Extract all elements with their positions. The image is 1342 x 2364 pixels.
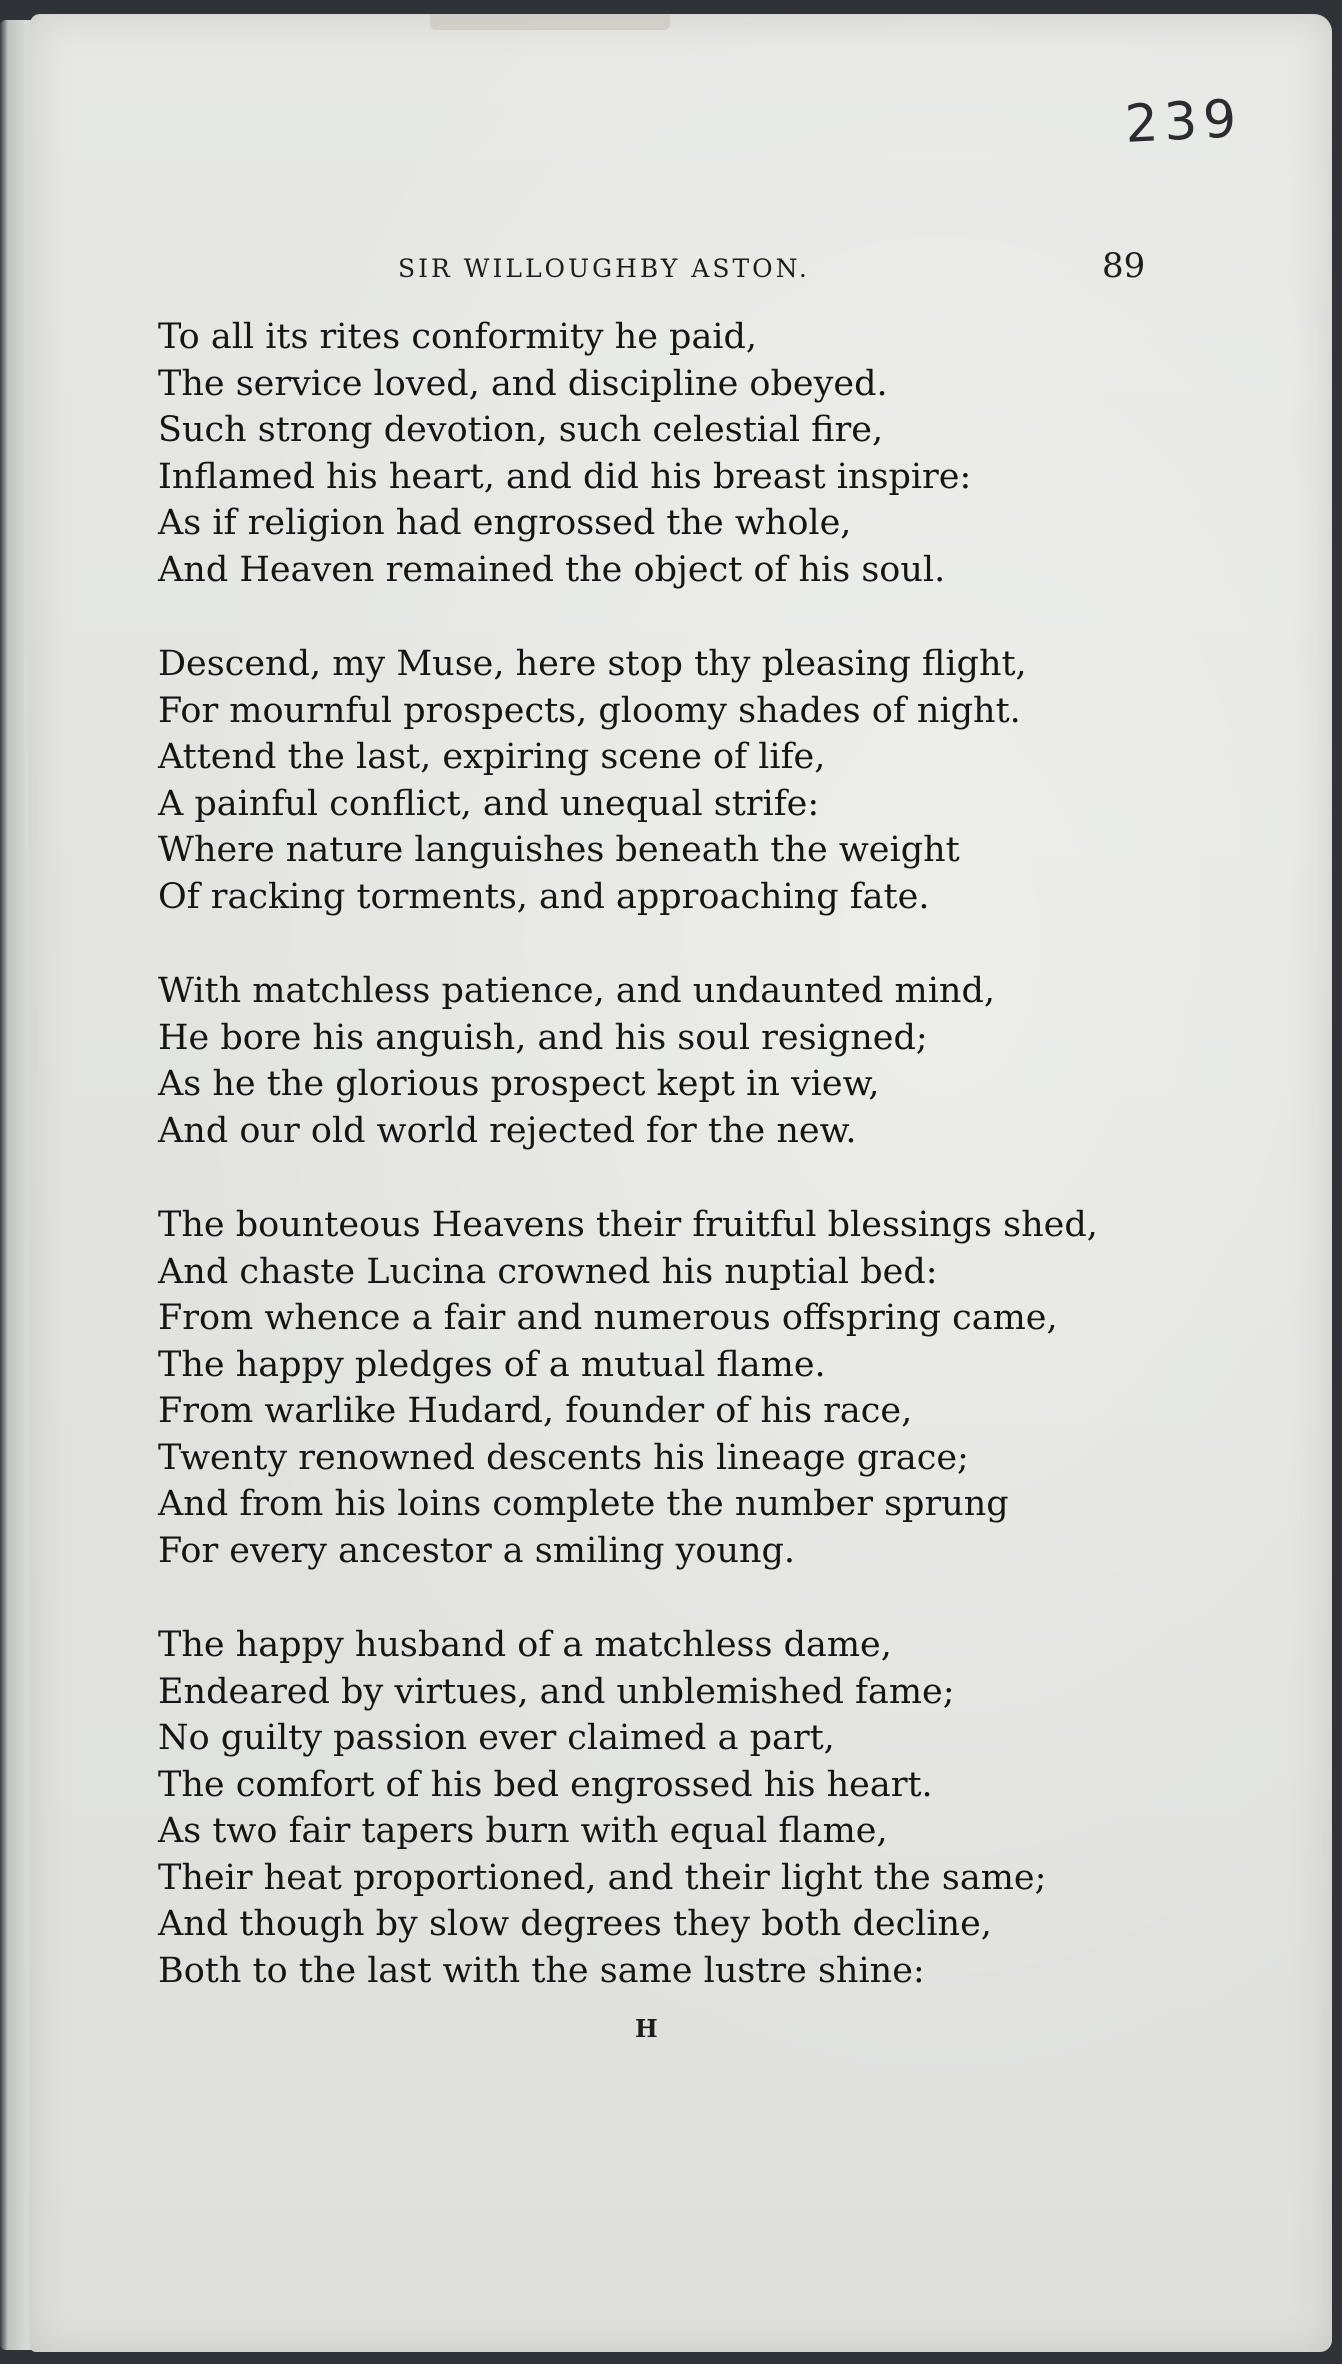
poem-text bbox=[158, 314, 1158, 2042]
poem-line: And though by slow degrees they both decline, bbox=[158, 1904, 992, 1944]
poem-line: He bore his anguish, and his soul resigned; bbox=[158, 1017, 928, 1058]
poem-line: Twenty renowned descents his lineage grace; bbox=[158, 1437, 969, 1478]
poem-line: And our old world rejected for the new. bbox=[158, 1110, 857, 1151]
poem-line: The happy husband of a matchless dame, bbox=[158, 1625, 892, 1665]
page-top-tear bbox=[430, 14, 670, 30]
poem-line: With matchless patience, and undaunted mind, bbox=[158, 971, 995, 1011]
handwritten-archive-number: 239 bbox=[1123, 88, 1244, 156]
stanza-2 bbox=[158, 641, 1158, 920]
poem-line: For every ancestor a smiling young. bbox=[158, 1530, 796, 1571]
poem-line: And chaste Lucina crowned his nuptial bed: bbox=[158, 1251, 938, 1292]
poem-line: A painful conflict, and unequal strife: bbox=[158, 783, 820, 824]
poem-line: The happy pledges of a mutual flame. bbox=[158, 1344, 826, 1385]
poem-line: From whence a fair and numerous offspring came, bbox=[158, 1298, 1058, 1338]
printer-signature-mark: H bbox=[635, 2014, 658, 2043]
running-head: SIR WILLOUGHBY ASTON. bbox=[398, 254, 810, 283]
poem-line: And from his loins complete the number sprung bbox=[158, 1484, 1009, 1524]
poem-line: Endeared by virtues, and unblemished fame; bbox=[158, 1671, 955, 1712]
poem-line: Inflamed his heart, and did his breast inspire: bbox=[158, 456, 972, 497]
poem-line: Their heat proportioned, and their light the same; bbox=[158, 1857, 1047, 1898]
poem-line: Both to the last with the same lustre shine: bbox=[158, 1950, 925, 1991]
poem-line: The bounteous Heavens their fruitful blessings shed, bbox=[158, 1205, 1098, 1245]
stanza-3 bbox=[158, 968, 1158, 1154]
poem-line: As he the glorious prospect kept in view, bbox=[158, 1064, 880, 1104]
poem-line: From warlike Hudard, founder of his race, bbox=[158, 1391, 913, 1431]
book-page bbox=[30, 14, 1332, 2352]
poem-line: As if religion had engrossed the whole, bbox=[158, 503, 852, 543]
stanza-4 bbox=[158, 1202, 1158, 1574]
page-number: 89 bbox=[1102, 246, 1146, 286]
poem-line: Of racking torments, and approaching fate. bbox=[158, 876, 930, 917]
poem-line: No guilty passion ever claimed a part, bbox=[158, 1718, 835, 1758]
poem-line: Attend the last, expiring scene of life, bbox=[158, 737, 826, 777]
stanza-1 bbox=[158, 314, 1158, 593]
poem-line: As two fair tapers burn with equal flame, bbox=[158, 1811, 888, 1851]
poem-line: The comfort of his bed engrossed his heart. bbox=[158, 1764, 933, 1805]
poem-line: And Heaven remained the object of his soul. bbox=[158, 549, 946, 590]
poem-line: To all its rites conformity he paid, bbox=[158, 317, 758, 357]
poem-line: Such strong devotion, such celestial fire, bbox=[158, 410, 884, 450]
poem-line: Descend, my Muse, here stop thy pleasing flight, bbox=[158, 644, 1027, 684]
poem-line: For mournful prospects, gloomy shades of night. bbox=[158, 690, 1021, 731]
poem-line: The service loved, and discipline obeyed. bbox=[158, 363, 888, 404]
poem-line: Where nature languishes beneath the weight bbox=[158, 830, 960, 870]
stanza-5 bbox=[158, 1622, 1158, 1994]
